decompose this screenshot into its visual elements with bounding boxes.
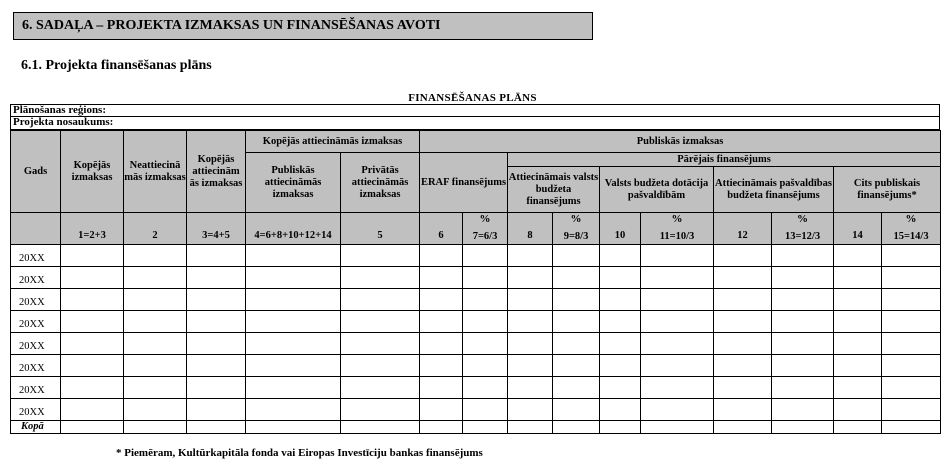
value-cell[interactable] [420, 399, 463, 421]
table-row [11, 289, 941, 311]
value-cell[interactable] [61, 267, 124, 289]
value-cell[interactable] [772, 311, 834, 333]
value-cell[interactable] [420, 289, 463, 311]
colnum-11-label: 11=10/3 [659, 231, 695, 242]
value-cell[interactable] [463, 355, 508, 377]
header-kopejas-izmaksas: Kopējās izmaksas [61, 131, 124, 213]
total-cell[interactable] [834, 421, 882, 434]
year-cell: 20XX [11, 311, 61, 333]
colnum-7-label: 7=6/3 [472, 231, 498, 242]
header-kopejas-attiecinamas: Kopējās attiecinām ās izmaksas [187, 131, 246, 213]
colnum-8: 8 [508, 213, 553, 245]
value-cell[interactable] [187, 267, 246, 289]
header-pasvaldibas: Attiecināmais pašvaldības budžeta finansējums [714, 167, 834, 213]
total-cell[interactable] [714, 421, 772, 434]
year-cell: 20XX [11, 377, 61, 399]
value-cell[interactable] [508, 355, 553, 377]
colnum-12: 12 [714, 213, 772, 245]
value-cell[interactable] [124, 377, 187, 399]
value-cell[interactable] [882, 355, 941, 377]
value-cell[interactable] [882, 399, 941, 421]
planning-region-label: Plānošanas reģions: [13, 104, 107, 116]
table-row [11, 399, 941, 421]
value-cell[interactable] [420, 377, 463, 399]
value-cell[interactable] [124, 333, 187, 355]
header-cits: Cits publiskais finansējums* [834, 167, 941, 213]
plan-title: FINANSĒŠANAS PLĀNS [408, 92, 537, 104]
value-cell[interactable] [341, 267, 420, 289]
colnum-4: 4=6+8+10+12+14 [246, 213, 341, 245]
total-cell[interactable] [600, 421, 641, 434]
value-cell[interactable] [834, 267, 882, 289]
year-cell: 20XX [11, 267, 61, 289]
value-cell[interactable] [420, 311, 463, 333]
data-rows [11, 245, 941, 421]
colnum-13 [772, 213, 834, 245]
percent-sign: % [479, 213, 491, 225]
value-cell[interactable] [553, 267, 600, 289]
value-cell[interactable] [553, 377, 600, 399]
header-neattiecinamas: Neattiecinā mās izmaksas [124, 131, 187, 213]
value-cell[interactable] [834, 333, 882, 355]
footnote: * Piemēram, Kultūrkapitāla fonda vai Eiropas Investīciju bankas finansējums [116, 447, 483, 459]
total-label: Kopā [11, 421, 61, 434]
value-cell[interactable] [187, 311, 246, 333]
value-cell[interactable] [187, 289, 246, 311]
value-cell[interactable] [714, 267, 772, 289]
value-cell[interactable] [508, 399, 553, 421]
value-cell[interactable] [246, 355, 341, 377]
value-cell[interactable] [246, 289, 341, 311]
colnum-9 [553, 213, 600, 245]
year-cell: 20XX [11, 355, 61, 377]
project-name-row[interactable] [10, 117, 940, 130]
total-cell[interactable] [463, 421, 508, 434]
value-cell[interactable] [508, 289, 553, 311]
value-cell[interactable] [124, 267, 187, 289]
value-cell[interactable] [553, 311, 600, 333]
value-cell[interactable] [187, 377, 246, 399]
value-cell[interactable] [463, 399, 508, 421]
value-cell[interactable] [246, 267, 341, 289]
value-cell[interactable] [61, 377, 124, 399]
value-cell[interactable] [772, 267, 834, 289]
value-cell[interactable] [772, 377, 834, 399]
value-cell[interactable] [508, 245, 553, 267]
subheading: 6.1. Projekta finansēšanas plāns [21, 58, 212, 73]
value-cell[interactable] [508, 267, 553, 289]
value-cell[interactable] [124, 289, 187, 311]
year-cell: 20XX [11, 245, 61, 267]
value-cell[interactable] [553, 289, 600, 311]
table-row [11, 245, 941, 267]
colnum-9-label: 9=8/3 [563, 231, 589, 242]
table-row [11, 377, 941, 399]
header-valsts-dotacija: Valsts budžeta dotācija pašvaldībām [600, 167, 714, 213]
value-cell[interactable] [553, 399, 600, 421]
value-cell[interactable] [508, 311, 553, 333]
value-cell[interactable] [124, 355, 187, 377]
value-cell[interactable] [600, 311, 641, 333]
value-cell[interactable] [341, 377, 420, 399]
percent-sign: % [570, 213, 582, 225]
value-cell[interactable] [420, 333, 463, 355]
value-cell[interactable] [341, 333, 420, 355]
section-title: 6. SADAĻA – PROJEKTA IZMAKSAS UN FINANSĒŠANAS AVOTI [22, 18, 441, 33]
header-publiskas-attiecinamas: Publiskās attiecināmās izmaksas [246, 153, 341, 213]
colnum-15 [882, 213, 941, 245]
colnum-15-label: 15=14/3 [893, 231, 929, 242]
value-cell[interactable] [463, 267, 508, 289]
colnum-5: 5 [341, 213, 420, 245]
total-row [11, 421, 941, 434]
colnum-3: 3=4+5 [187, 213, 246, 245]
header-parejais: Pārējais finansējums [508, 153, 941, 167]
value-cell[interactable] [714, 289, 772, 311]
value-cell[interactable] [772, 399, 834, 421]
header-publiskas-izmaksas: Publiskās izmaksas [420, 131, 941, 153]
value-cell[interactable] [882, 267, 941, 289]
total-cell[interactable] [772, 421, 834, 434]
value-cell[interactable] [834, 355, 882, 377]
financing-plan-table [10, 130, 941, 434]
total-cell[interactable] [341, 421, 420, 434]
header-valsts-budzeta: Attiecināmais valsts budžeta finansējums [508, 167, 600, 213]
value-cell[interactable] [61, 333, 124, 355]
value-cell[interactable] [714, 245, 772, 267]
total-cell[interactable] [553, 421, 600, 434]
value-cell[interactable] [641, 333, 714, 355]
value-cell[interactable] [834, 311, 882, 333]
section-header-box [13, 12, 593, 40]
value-cell[interactable] [834, 245, 882, 267]
year-cell: 20XX [11, 333, 61, 355]
value-cell[interactable] [834, 289, 882, 311]
value-cell[interactable] [714, 377, 772, 399]
colnum-6: 6 [420, 213, 463, 245]
value-cell[interactable] [508, 377, 553, 399]
value-cell[interactable] [187, 399, 246, 421]
value-cell[interactable] [772, 333, 834, 355]
colnum-1: 1=2+3 [61, 213, 124, 245]
value-cell[interactable] [882, 289, 941, 311]
value-cell[interactable] [553, 245, 600, 267]
total-cell[interactable] [508, 421, 553, 434]
value-cell[interactable] [834, 377, 882, 399]
value-cell[interactable] [882, 333, 941, 355]
total-cell[interactable] [420, 421, 463, 434]
value-cell[interactable] [641, 289, 714, 311]
header-gads: Gads [11, 131, 61, 213]
value-cell[interactable] [772, 245, 834, 267]
value-cell[interactable] [341, 289, 420, 311]
value-cell[interactable] [463, 289, 508, 311]
colnum-10: 10 [600, 213, 641, 245]
value-cell[interactable] [246, 399, 341, 421]
percent-sign: % [797, 213, 809, 225]
value-cell[interactable] [246, 245, 341, 267]
colnum-13-label: 13=12/3 [784, 231, 821, 242]
value-cell[interactable] [772, 355, 834, 377]
value-cell[interactable] [341, 245, 420, 267]
value-cell[interactable] [420, 245, 463, 267]
value-cell[interactable] [641, 399, 714, 421]
planning-region-row[interactable] [10, 104, 940, 117]
year-cell: 20XX [11, 289, 61, 311]
value-cell[interactable] [246, 311, 341, 333]
value-cell[interactable] [641, 377, 714, 399]
value-cell[interactable] [641, 355, 714, 377]
value-cell[interactable] [187, 245, 246, 267]
table-row [11, 355, 941, 377]
value-cell[interactable] [61, 289, 124, 311]
value-cell[interactable] [61, 311, 124, 333]
header-eraf: ERAF finansējums [420, 153, 508, 213]
percent-sign: % [905, 213, 917, 225]
year-cell: 20XX [11, 399, 61, 421]
total-cell[interactable] [246, 421, 341, 434]
value-cell[interactable] [187, 333, 246, 355]
value-cell[interactable] [187, 355, 246, 377]
colnum-7 [463, 213, 508, 245]
total-cell[interactable] [61, 421, 124, 434]
colnum-14: 14 [834, 213, 882, 245]
value-cell[interactable] [600, 399, 641, 421]
value-cell[interactable] [834, 399, 882, 421]
value-cell[interactable] [600, 377, 641, 399]
value-cell[interactable] [600, 245, 641, 267]
value-cell[interactable] [600, 333, 641, 355]
percent-sign: % [671, 213, 683, 225]
value-cell[interactable] [714, 311, 772, 333]
value-cell[interactable] [341, 311, 420, 333]
value-cell[interactable] [882, 245, 941, 267]
table-row [11, 311, 941, 333]
value-cell[interactable] [463, 311, 508, 333]
colnum-2: 2 [124, 213, 187, 245]
value-cell[interactable] [600, 289, 641, 311]
column-number-row [11, 213, 941, 245]
value-cell[interactable] [772, 289, 834, 311]
value-cell[interactable] [463, 377, 508, 399]
value-cell[interactable] [600, 355, 641, 377]
value-cell[interactable] [246, 333, 341, 355]
project-name-label: Projekta nosaukums: [13, 116, 114, 128]
value-cell[interactable] [61, 245, 124, 267]
header-kopejas-attiecinamas-group: Kopējās attiecināmās izmaksas [246, 131, 420, 153]
value-cell[interactable] [641, 267, 714, 289]
colnum-11 [641, 213, 714, 245]
value-cell[interactable] [882, 377, 941, 399]
value-cell[interactable] [714, 355, 772, 377]
value-cell[interactable] [463, 245, 508, 267]
table-row [11, 333, 941, 355]
value-cell[interactable] [124, 245, 187, 267]
value-cell[interactable] [341, 399, 420, 421]
value-cell[interactable] [341, 355, 420, 377]
value-cell[interactable] [420, 267, 463, 289]
value-cell[interactable] [61, 355, 124, 377]
value-cell[interactable] [882, 311, 941, 333]
value-cell[interactable] [641, 311, 714, 333]
value-cell[interactable] [124, 311, 187, 333]
total-cell[interactable] [187, 421, 246, 434]
value-cell[interactable] [61, 399, 124, 421]
table-row [11, 267, 941, 289]
value-cell[interactable] [600, 267, 641, 289]
total-cell[interactable] [124, 421, 187, 434]
value-cell[interactable] [246, 377, 341, 399]
value-cell[interactable] [553, 355, 600, 377]
value-cell[interactable] [641, 245, 714, 267]
total-cell[interactable] [882, 421, 941, 434]
value-cell[interactable] [714, 399, 772, 421]
value-cell[interactable] [714, 333, 772, 355]
value-cell[interactable] [420, 355, 463, 377]
header-privatas-attiecinamas: Privātās attiecināmās izmaksas [341, 153, 420, 213]
value-cell[interactable] [553, 333, 600, 355]
value-cell[interactable] [463, 333, 508, 355]
value-cell[interactable] [508, 333, 553, 355]
colnum-0 [11, 213, 61, 245]
value-cell[interactable] [124, 399, 187, 421]
total-cell[interactable] [641, 421, 714, 434]
